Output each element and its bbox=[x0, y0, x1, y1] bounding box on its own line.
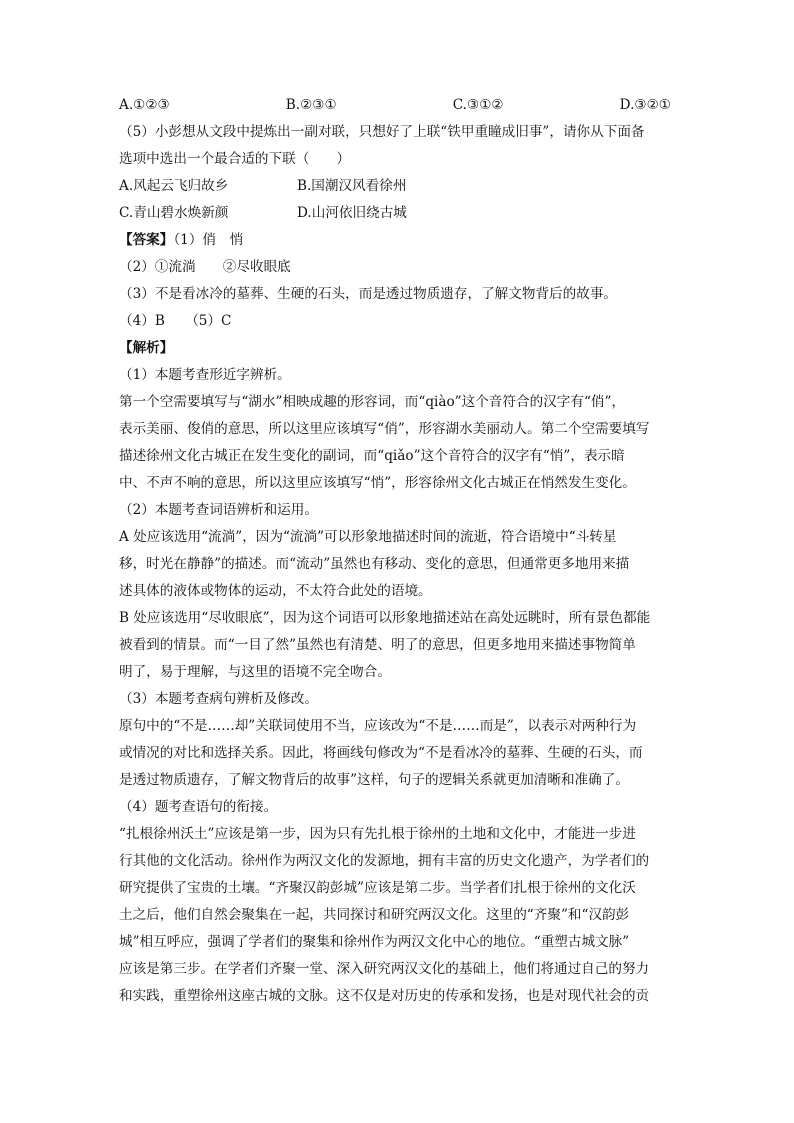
question-5-options bbox=[119, 173, 671, 227]
option-a: A.①②③ bbox=[119, 97, 170, 113]
q5-option-b: B.国潮汉风看徐州 bbox=[297, 178, 407, 194]
analysis-line: 第一个空需要填写与“湖水”相映成趣的形容词，而“qiào”这个音符合的汉字有“俏”， bbox=[119, 394, 626, 410]
analysis-line: 描述徐州文化古城正在发生变化的副词，而“qiǎo”这个音符合的汉字有“悄”，表示暗 bbox=[119, 448, 625, 464]
answer-heading bbox=[119, 227, 671, 254]
analysis-line: 移，时光在静静”的描述。而“流动”虽然也有移动、变化的意思，但通常更多地用来描 bbox=[119, 556, 630, 572]
analysis-line: 应该是第三步。在学者们齐聚一堂、深入研究两汉文化的基础上，他们将通过自己的努力 bbox=[119, 961, 650, 977]
analysis-line: （3）本题考查病句辨析及修改。 bbox=[119, 691, 318, 707]
analysis-line: 行其他的文化活动。徐州作为两汉文化的发源地，拥有丰富的历史文化遗产，为学者们的 bbox=[119, 853, 650, 869]
q5-option-a: A.风起云飞归故乡 bbox=[119, 178, 229, 194]
answer-line: （2）①流淌 ②尽收眼底 bbox=[119, 259, 291, 275]
q5-option-c: C.青山碧水焕新颜 bbox=[119, 205, 229, 221]
analysis-line: 述具体的液体或物体的运动，不太符合此处的语境。 bbox=[119, 583, 432, 599]
analysis-line: （2）本题考查词语辨析和运用。 bbox=[119, 502, 318, 518]
analysis-line: 明了，易于理解，与这里的语境不完全吻合。 bbox=[119, 664, 391, 680]
analysis-line: 原句中的“不是……却”关联词使用不当，应该改为“不是……而是”，以表示对两种行为 bbox=[119, 718, 637, 734]
analysis-line: 或情况的对比和选择关系。因此，将画线句修改为“不是看冰冷的墓葬、生硬的石头，而 bbox=[119, 745, 643, 761]
answer-line: （4）B （5）C bbox=[119, 313, 232, 329]
option-d: D.③②① bbox=[619, 97, 671, 113]
analysis-line: 研究提供了宝贵的土壤。“齐聚汉韵彭城”应该是第二步。当学者们扎根于徐州的文化沃 bbox=[119, 880, 636, 896]
answer-label: 【答案】 bbox=[119, 232, 174, 248]
question-5-line: （5）小彭想从文段中提炼出一副对联，只想好了上联“铁甲重瞳成旧事”，请你从下面备 bbox=[119, 124, 645, 140]
q5-option-d: D.山河依旧绕古城 bbox=[297, 205, 407, 221]
answer-first: （1）俏 悄 bbox=[173, 232, 244, 248]
analysis-line: 中、不声不响的意思，所以这里应该填写“悄”，形容徐州文化古城正在悄然发生变化。 bbox=[119, 475, 636, 491]
analysis-line: B 处应该选用“尽收眼底”，因为这个词语可以形象地描述站在高处远眺时，所有景色都能 bbox=[119, 610, 651, 626]
option-b: B.②③① bbox=[285, 97, 337, 113]
analysis-line: （4）题考查语句的衔接。 bbox=[119, 799, 278, 815]
question-options-row bbox=[119, 92, 671, 119]
analysis-line: 土之后，他们自然会聚集在一起，共同探讨和研究两汉文化。这里的“齐聚”和“汉韵彭 bbox=[119, 907, 630, 923]
analysis-line: “扎根徐州沃土”应该是第一步，因为只有先扎根于徐州的土地和文化中，才能进一步进 bbox=[119, 826, 636, 842]
analysis-line: （1）本题考查形近字辨析。 bbox=[119, 367, 291, 383]
analysis-line: 表示美丽、俊俏的意思，所以这里应该填写“俏”，形容湖水美丽动人。第二个空需要填写 bbox=[119, 421, 650, 437]
question-5-line: 选项中选出一个最合适的下联（ ） bbox=[119, 151, 351, 167]
analysis-line: 和实践，重塑徐州这座古城的文脉。这不仅是对历史的传承和发扬，也是对现代社会的贡 bbox=[119, 988, 650, 1004]
analysis-line: A 处应该选用“流淌”，因为“流淌”可以形象地描述时间的流逝，符合语境中“斗转星 bbox=[119, 529, 617, 545]
analysis-line: 城”相互呼应，强调了学者们的聚集和徐州作为两汉文化中心的地位。“重塑古城文脉” bbox=[119, 934, 630, 950]
analysis-line: 是透过物质遗存，了解文物背后的故事”这样，句子的逻辑关系就更加清晰和准确了。 bbox=[119, 772, 629, 788]
analysis-label: 【解析】 bbox=[119, 340, 174, 356]
analysis-line: 被看到的情景。而“一目了然”虽然也有清楚、明了的意思，但更多地用来描述事物简单 bbox=[119, 637, 636, 653]
answer-line: （3）不是看冰冷的墓葬、生硬的石头，而是透过物质遗存，了解文物背后的故事。 bbox=[119, 286, 618, 302]
option-c: C.③①② bbox=[452, 97, 504, 113]
document-content bbox=[119, 92, 671, 1010]
